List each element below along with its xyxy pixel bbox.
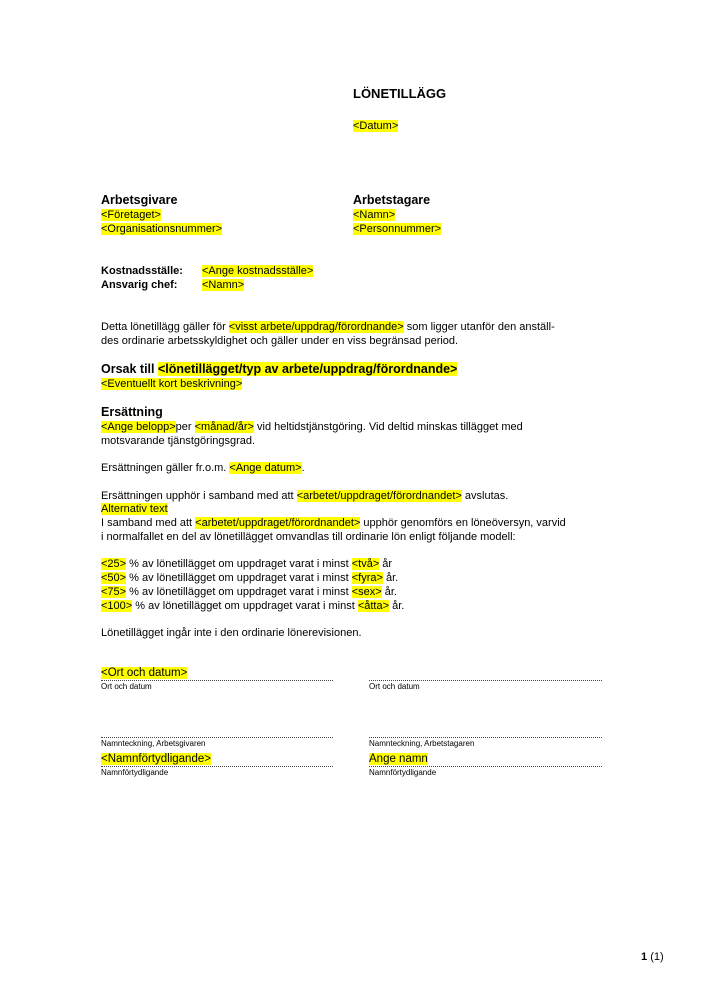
employee-personal-number: <Personnummer> bbox=[353, 223, 442, 235]
name-clarification-value-right: Ange namn bbox=[369, 753, 428, 765]
name-clarification-label-left: Namnförtydligande bbox=[101, 768, 169, 777]
closing-text: Lönetillägget ingår inte i den ordinarie lönerevisionen. bbox=[101, 627, 362, 639]
compensation-end: Ersättningen upphör i samband med att <arbetet/uppdraget/förordnandet> avslutas. bbox=[101, 490, 509, 502]
document-title: LÖNETILLÄGG bbox=[353, 86, 447, 101]
intro-line-2: des ordinarie arbetsskyldighet och gäller under en viss begränsad period. bbox=[101, 335, 459, 347]
sign-employee-label: Namnteckning, Arbetstagaren bbox=[369, 739, 475, 748]
alternative-line-1: I samband med att <arbetet/uppdraget/förordnandet> upphör genomförs en löneöversyn, varvid bbox=[101, 517, 566, 529]
name-clarification-value-left: <Namnförtydligande> bbox=[101, 753, 211, 765]
compensation-line-2: motsvarande tjänstgöringsgrad. bbox=[101, 435, 256, 447]
employer-org-number: <Organisationsnummer> bbox=[101, 223, 223, 235]
reason-description: <Eventuellt kort beskrivning> bbox=[101, 378, 243, 390]
model-row: <50> % av lönetillägget om uppdraget varat i minst <fyra> år. bbox=[101, 572, 399, 584]
model-row: <100> % av lönetillägget om uppdraget varat i minst <åtta> år. bbox=[101, 600, 405, 612]
page-number: 1 (1) bbox=[641, 951, 664, 963]
sign-employer-label: Namnteckning, Arbetsgivaren bbox=[101, 739, 206, 748]
signature-line bbox=[369, 680, 602, 681]
compensation-line-1: <Ange belopp>per <månad/år> vid heltidstjänstgöring. Vid deltid minskas tillägget med bbox=[101, 421, 523, 433]
manager-value: <Namn> bbox=[202, 279, 245, 291]
signature-line bbox=[101, 680, 333, 681]
place-date-label-left: Ort och datum bbox=[101, 682, 152, 691]
name-clarification-label-right: Namnförtydligande bbox=[369, 768, 437, 777]
place-date-label-right: Ort och datum bbox=[369, 682, 420, 691]
signature-line bbox=[369, 737, 602, 738]
model-row: <75> % av lönetillägget om uppdraget varat i minst <sex> år. bbox=[101, 586, 397, 598]
alternative-line-2: i normalfallet en del av lönetillägget omvandlas till ordinarie lön enligt följande modell: bbox=[101, 531, 516, 543]
reason-heading: Orsak till <lönetillägget/typ av arbete/uppdrag/förordnande> bbox=[101, 362, 458, 376]
employer-company: <Företaget> bbox=[101, 209, 161, 221]
employee-heading: Arbetstagare bbox=[353, 193, 431, 207]
cost-center-value: <Ange kostnadsställe> bbox=[202, 265, 314, 277]
compensation-valid-from: Ersättningen gäller fr.o.m. <Ange datum>. bbox=[101, 462, 305, 474]
compensation-heading: Ersättning bbox=[101, 405, 163, 419]
date-placeholder: <Datum> bbox=[353, 120, 399, 132]
signature-line bbox=[101, 737, 333, 738]
employee-block bbox=[353, 193, 441, 236]
model-row: <25> % av lönetillägget om uppdraget varat i minst <två> år bbox=[101, 558, 393, 570]
signature-line bbox=[369, 766, 602, 767]
intro-line-1: Detta lönetillägg gäller för <visst arbete/uppdrag/förordnande> som ligger utanför den anställ- bbox=[101, 321, 555, 333]
signature-line bbox=[101, 766, 333, 767]
cost-center-label: Kostnadsställe: bbox=[101, 265, 183, 277]
alternative-text-label: Alternativ text bbox=[101, 503, 168, 515]
place-date-value: <Ort och datum> bbox=[101, 667, 188, 679]
employer-heading: Arbetsgivare bbox=[101, 193, 178, 207]
manager-label: Ansvarig chef: bbox=[101, 279, 178, 291]
employee-name: <Namn> bbox=[353, 209, 396, 221]
employer-block bbox=[101, 193, 222, 236]
